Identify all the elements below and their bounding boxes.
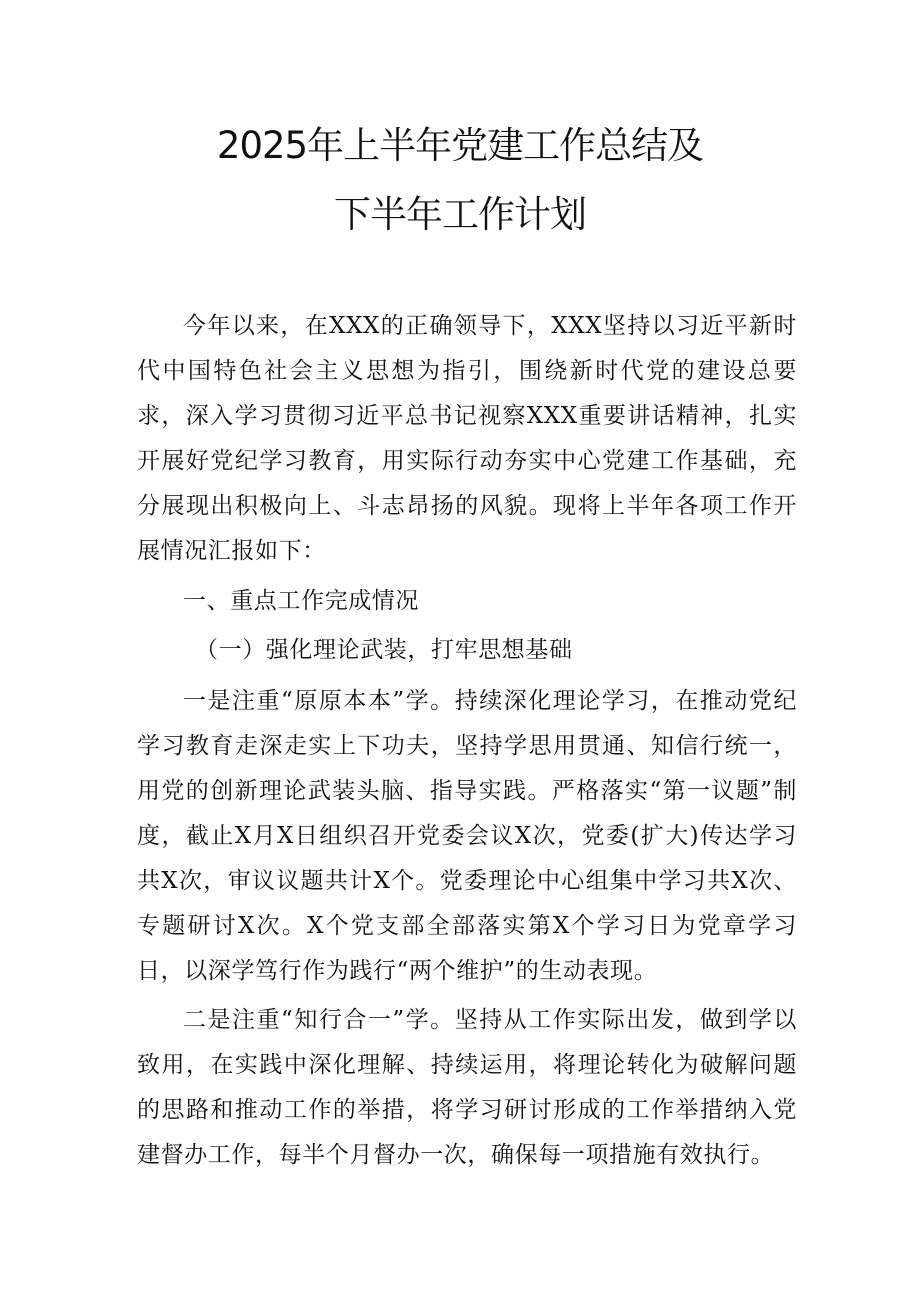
section-heading-1: 一、重点工作完成情况 — [183, 588, 419, 614]
subsection-heading-1: （一）强化理论武装，打牢思想基础 — [195, 637, 573, 663]
body-paragraph-2: 二是注重“知行合一”学。坚持从工作实际出发，做到学以致用，在实践中深化理解、持续运用，将理论转化为破解问题的思路和推动工作的举措，将学习研讨形成的工作举措纳入党建督办工作，每半个月督办一次，确保每一项措施有效执行。 — [137, 1007, 797, 1168]
document-title-line-1: 2025年上半年党建工作总结及 — [216, 124, 704, 167]
body-paragraph-1: 一是注重“原原本本”学。持续深化理论学习，在推动党纪学习教育走深走实上下功夫，坚持学思用贯通、知信行统一，用党的创新理论武装头脑、指导实践。严格落实“第一议题”制度，截止X月X日组织召开党委会议X次，党委(扩大)传达学习共X次，审议议题共计X个。党委理论中心组集中学习共X次、专题研讨X次。X个党支部全部落实第X个学习日为党章学习日，以深学笃行作为践行“两个维护”的生动表现。 — [137, 688, 797, 984]
document-body — [137, 304, 797, 1178]
document-title-line-2: 下半年工作计划 — [334, 193, 586, 236]
intro-paragraph: 今年以来，在XXX的正确领导下，XXX坚持以习近平新时代中国特色社会主义思想为指引，围绕新时代党的建设总要求，深入学习贯彻习近平总书记视察XXX重要讲话精神，扎实开展好党纪学习教育，用实际行动夯实中心党建工作基础，充分展现出积极向上、斗志昂扬的风貌。现将上半年各项工作开展情况汇报如下： — [137, 313, 797, 564]
